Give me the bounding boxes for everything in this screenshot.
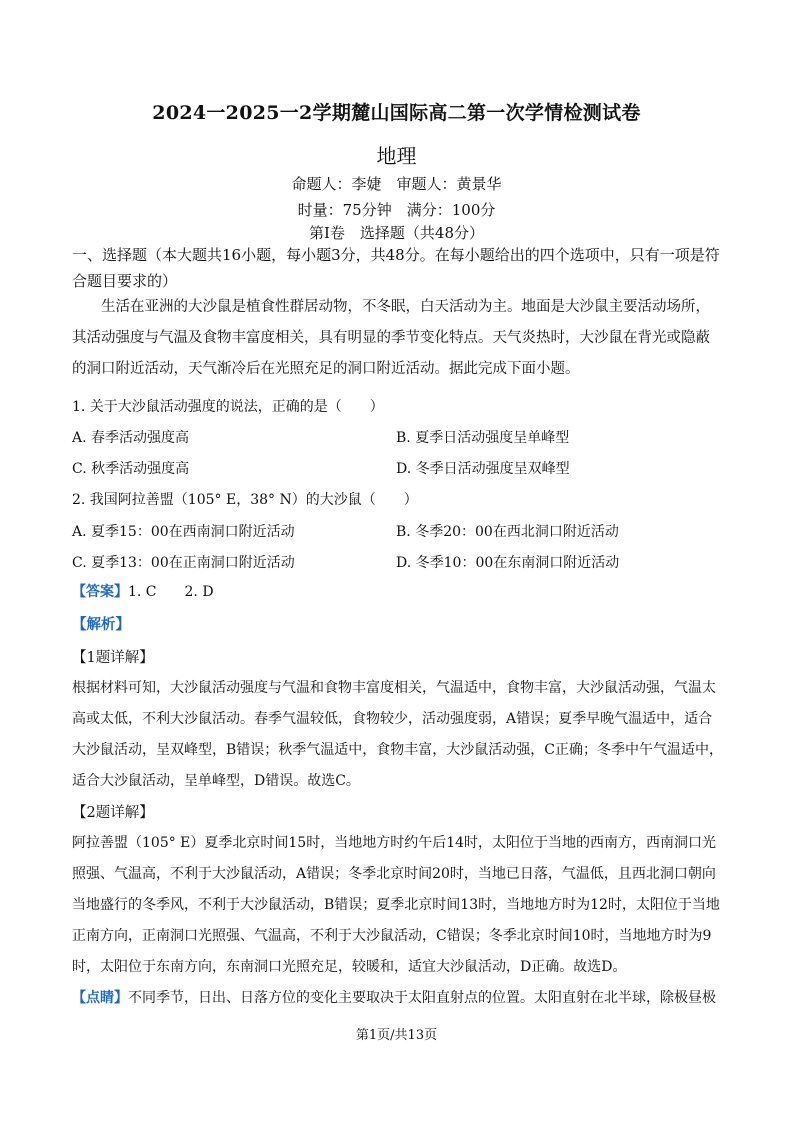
- question-1-option-a: A. 春季活动强度高: [72, 430, 190, 446]
- question-1-option-d: D. 冬季日活动强度呈双峰型: [396, 461, 570, 477]
- tip-label: 【点睛】: [72, 990, 128, 1006]
- authors-line: 命题人：李婕 审题人：黄景华: [291, 175, 502, 193]
- answer-text: 1. C 2. D: [128, 584, 214, 600]
- answer-label: 【答案】: [72, 584, 128, 600]
- subject-title: 地理: [376, 144, 417, 168]
- material-paragraph: 生活在亚洲的大沙鼠是植食性群居动物，不冬眠，白天活动为主。地面是大沙鼠主要活动场所，其活动强度与气温及食物丰富度相关，具有明显的季节变化特点。天气炎热时，大沙鼠在背光或隐蔽的洞口附近活动，天气渐冷后在光照充足的洞口附近活动。据此完成下面小题。: [72, 299, 710, 377]
- question-1-stem: 1. 关于大沙鼠活动强度的说法，正确的是（ ）: [72, 399, 384, 415]
- question-2-option-c: C. 夏季13：00在正南洞口附近活动: [72, 555, 295, 571]
- time-score-line: 时量：75分钟 满分：100分: [297, 201, 496, 219]
- detail-1-heading: 【1题详解】: [72, 650, 154, 666]
- page-number: 第1页/共13页: [355, 1028, 438, 1043]
- tip-text: 不同季节，日出、日落方位的变化主要取决于太阳直射点的位置。太阳直射在北半球，除极昼极: [128, 990, 716, 1006]
- question-1-option-c: C. 秋季活动强度高: [72, 461, 190, 477]
- analysis-label-text: 【解析】: [72, 616, 130, 633]
- tip-paragraph: [72, 983, 724, 1014]
- exam-title: 2024一2025一2学期麓山国际高二第一次学情检测试卷: [152, 102, 641, 124]
- detail-1-text: 根据材料可知，大沙鼠活动强度与气温和食物丰富度相关，气温适中，食物丰富，大沙鼠活动强，气温太高或太低，不利大沙鼠活动。春季气温较低，食物较少，活动强度弱，A错误；夏季早晚气温适中，适合大沙鼠活动，呈双峰型，B错误；秋季气温适中，食物丰富，大沙鼠活动强，C正确；冬季中午气温适中，适合大沙鼠活动，呈单峰型，D错误。故选C。: [72, 680, 723, 789]
- question-1-option-b: B. 夏季日活动强度呈单峰型: [396, 430, 570, 446]
- section-heading: 一、选择题（本大题共16小题，每小题3分，共48分。在每小题给出的四个选项中，只有一项是符合题目要求的）: [72, 246, 720, 290]
- question-2-option-b: B. 冬季20：00在西北洞口附近活动: [396, 524, 619, 540]
- volume-line: 第I卷 选择题（共48分）: [308, 224, 484, 242]
- question-2-option-a: A. 夏季15：00在西南洞口附近活动: [72, 524, 295, 540]
- question-2-option-d: D. 冬季10：00在东南洞口附近活动: [396, 555, 620, 571]
- detail-2-text: 阿拉善盟（105° E）夏季北京时间15时，当地地方时约午后14时，太阳位于当地的西南方，西南洞口光照强、气温高，不利于大沙鼠活动，A错误；冬季北京时间20时，当地已日落，气温低，且西北洞口朝向当地盛行的冬季风，不利于大沙鼠活动，B错误；夏季北京时间13时，当地地方时为12时，太阳位于当地正南方向，正南洞口光照强、气温高，不利于大沙鼠活动，C错误；冬季北京时间10时，当地地方时为9时，太阳位于东南方向，东南洞口光照充足，较暖和，适宜大沙鼠活动，D正确。故选D。: [72, 835, 720, 975]
- question-2-stem: 2. 我国阿拉善盟（105° E，38° N）的大沙鼠（ ）: [72, 492, 418, 508]
- detail-2-heading: 【2题详解】: [72, 805, 154, 821]
- answer-line: [72, 581, 214, 601]
- analysis-label: [72, 613, 130, 634]
